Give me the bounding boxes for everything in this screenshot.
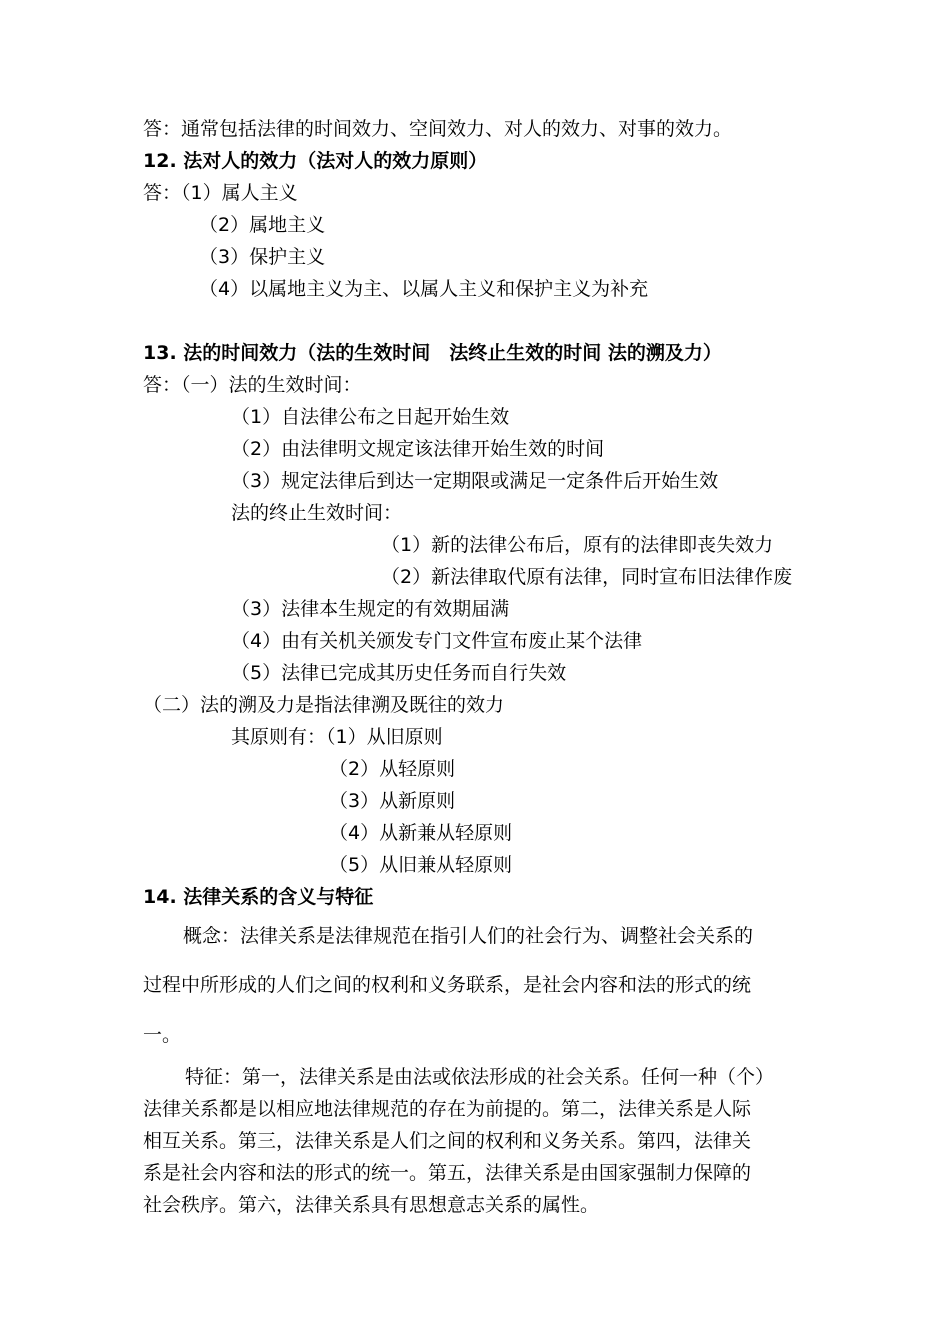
answer-line: （二）法的溯及力是指法律溯及既往的效力	[143, 694, 505, 716]
answer-line: （5）从旧兼从轻原则	[329, 854, 513, 876]
section-heading-13: 13. 法的时间效力（法的生效时间 法终止生效的时间 法的溯及力）	[143, 342, 722, 364]
answer-line: 法的终止生效时间：	[231, 502, 403, 524]
answer-line: （4）以属地主义为主、以属人主义和保护主义为补充	[199, 278, 649, 300]
answer-line: （3）保护主义	[199, 246, 326, 268]
answer-line: （2）从轻原则	[329, 758, 456, 780]
answer-line: （5）法律已完成其历史任务而自行失效	[231, 662, 567, 684]
answer-line: （1）自法律公布之日起开始生效	[231, 406, 510, 428]
paragraph-line: 法律关系都是以相应地法律规范的存在为前提的。第二，法律关系是人际	[143, 1098, 752, 1120]
paragraph-line: 社会秩序。第六，法律关系具有思想意志关系的属性。	[143, 1194, 600, 1216]
answer-line: （3）从新原则	[329, 790, 456, 812]
answer-line: （3）规定法律后到达一定期限或满足一定条件后开始生效	[231, 470, 719, 492]
answer-line: 答：（1）属人主义	[143, 182, 298, 204]
answer-line: （4）由有关机关颁发专门文件宣布废止某个法律	[231, 630, 643, 652]
paragraph-line: 一。	[143, 1024, 182, 1046]
answer-line: （3）法律本生规定的有效期届满	[231, 598, 510, 620]
paragraph-line: 概念：法律关系是法律规范在指引人们的社会行为、调整社会关系的	[183, 925, 754, 947]
answer-line: 答：通常包括法律的时间效力、空间效力、对人的效力、对事的效力。	[143, 118, 733, 140]
answer-line: 答：（一）法的生效时间：	[143, 374, 362, 396]
answer-line: （2）新法律取代原有法律，同时宣布旧法律作废	[381, 566, 793, 588]
answer-line: （2）属地主义	[199, 214, 326, 236]
paragraph-line: 相互关系。第三，法律关系是人们之间的权利和义务关系。第四，法律关	[143, 1130, 752, 1152]
section-heading-12: 12. 法对人的效力（法对人的效力原则）	[143, 150, 488, 172]
section-heading-14: 14. 法律关系的含义与特征	[143, 886, 374, 908]
paragraph-line: 过程中所形成的人们之间的权利和义务联系，是社会内容和法的形式的统	[143, 974, 752, 996]
answer-line: （4）从新兼从轻原则	[329, 822, 513, 844]
paragraph-line: 系是社会内容和法的形式的统一。第五，法律关系是由国家强制力保障的	[143, 1162, 752, 1184]
answer-line: （1）新的法律公布后，原有的法律即丧失效力	[381, 534, 774, 556]
paragraph-line: 特征：第一，法律关系是由法或依法形成的社会关系。任何一种（个）	[185, 1066, 775, 1088]
answer-line: 其原则有：（1）从旧原则	[231, 726, 443, 748]
answer-line: （2）由法律明文规定该法律开始生效的时间	[231, 438, 605, 460]
